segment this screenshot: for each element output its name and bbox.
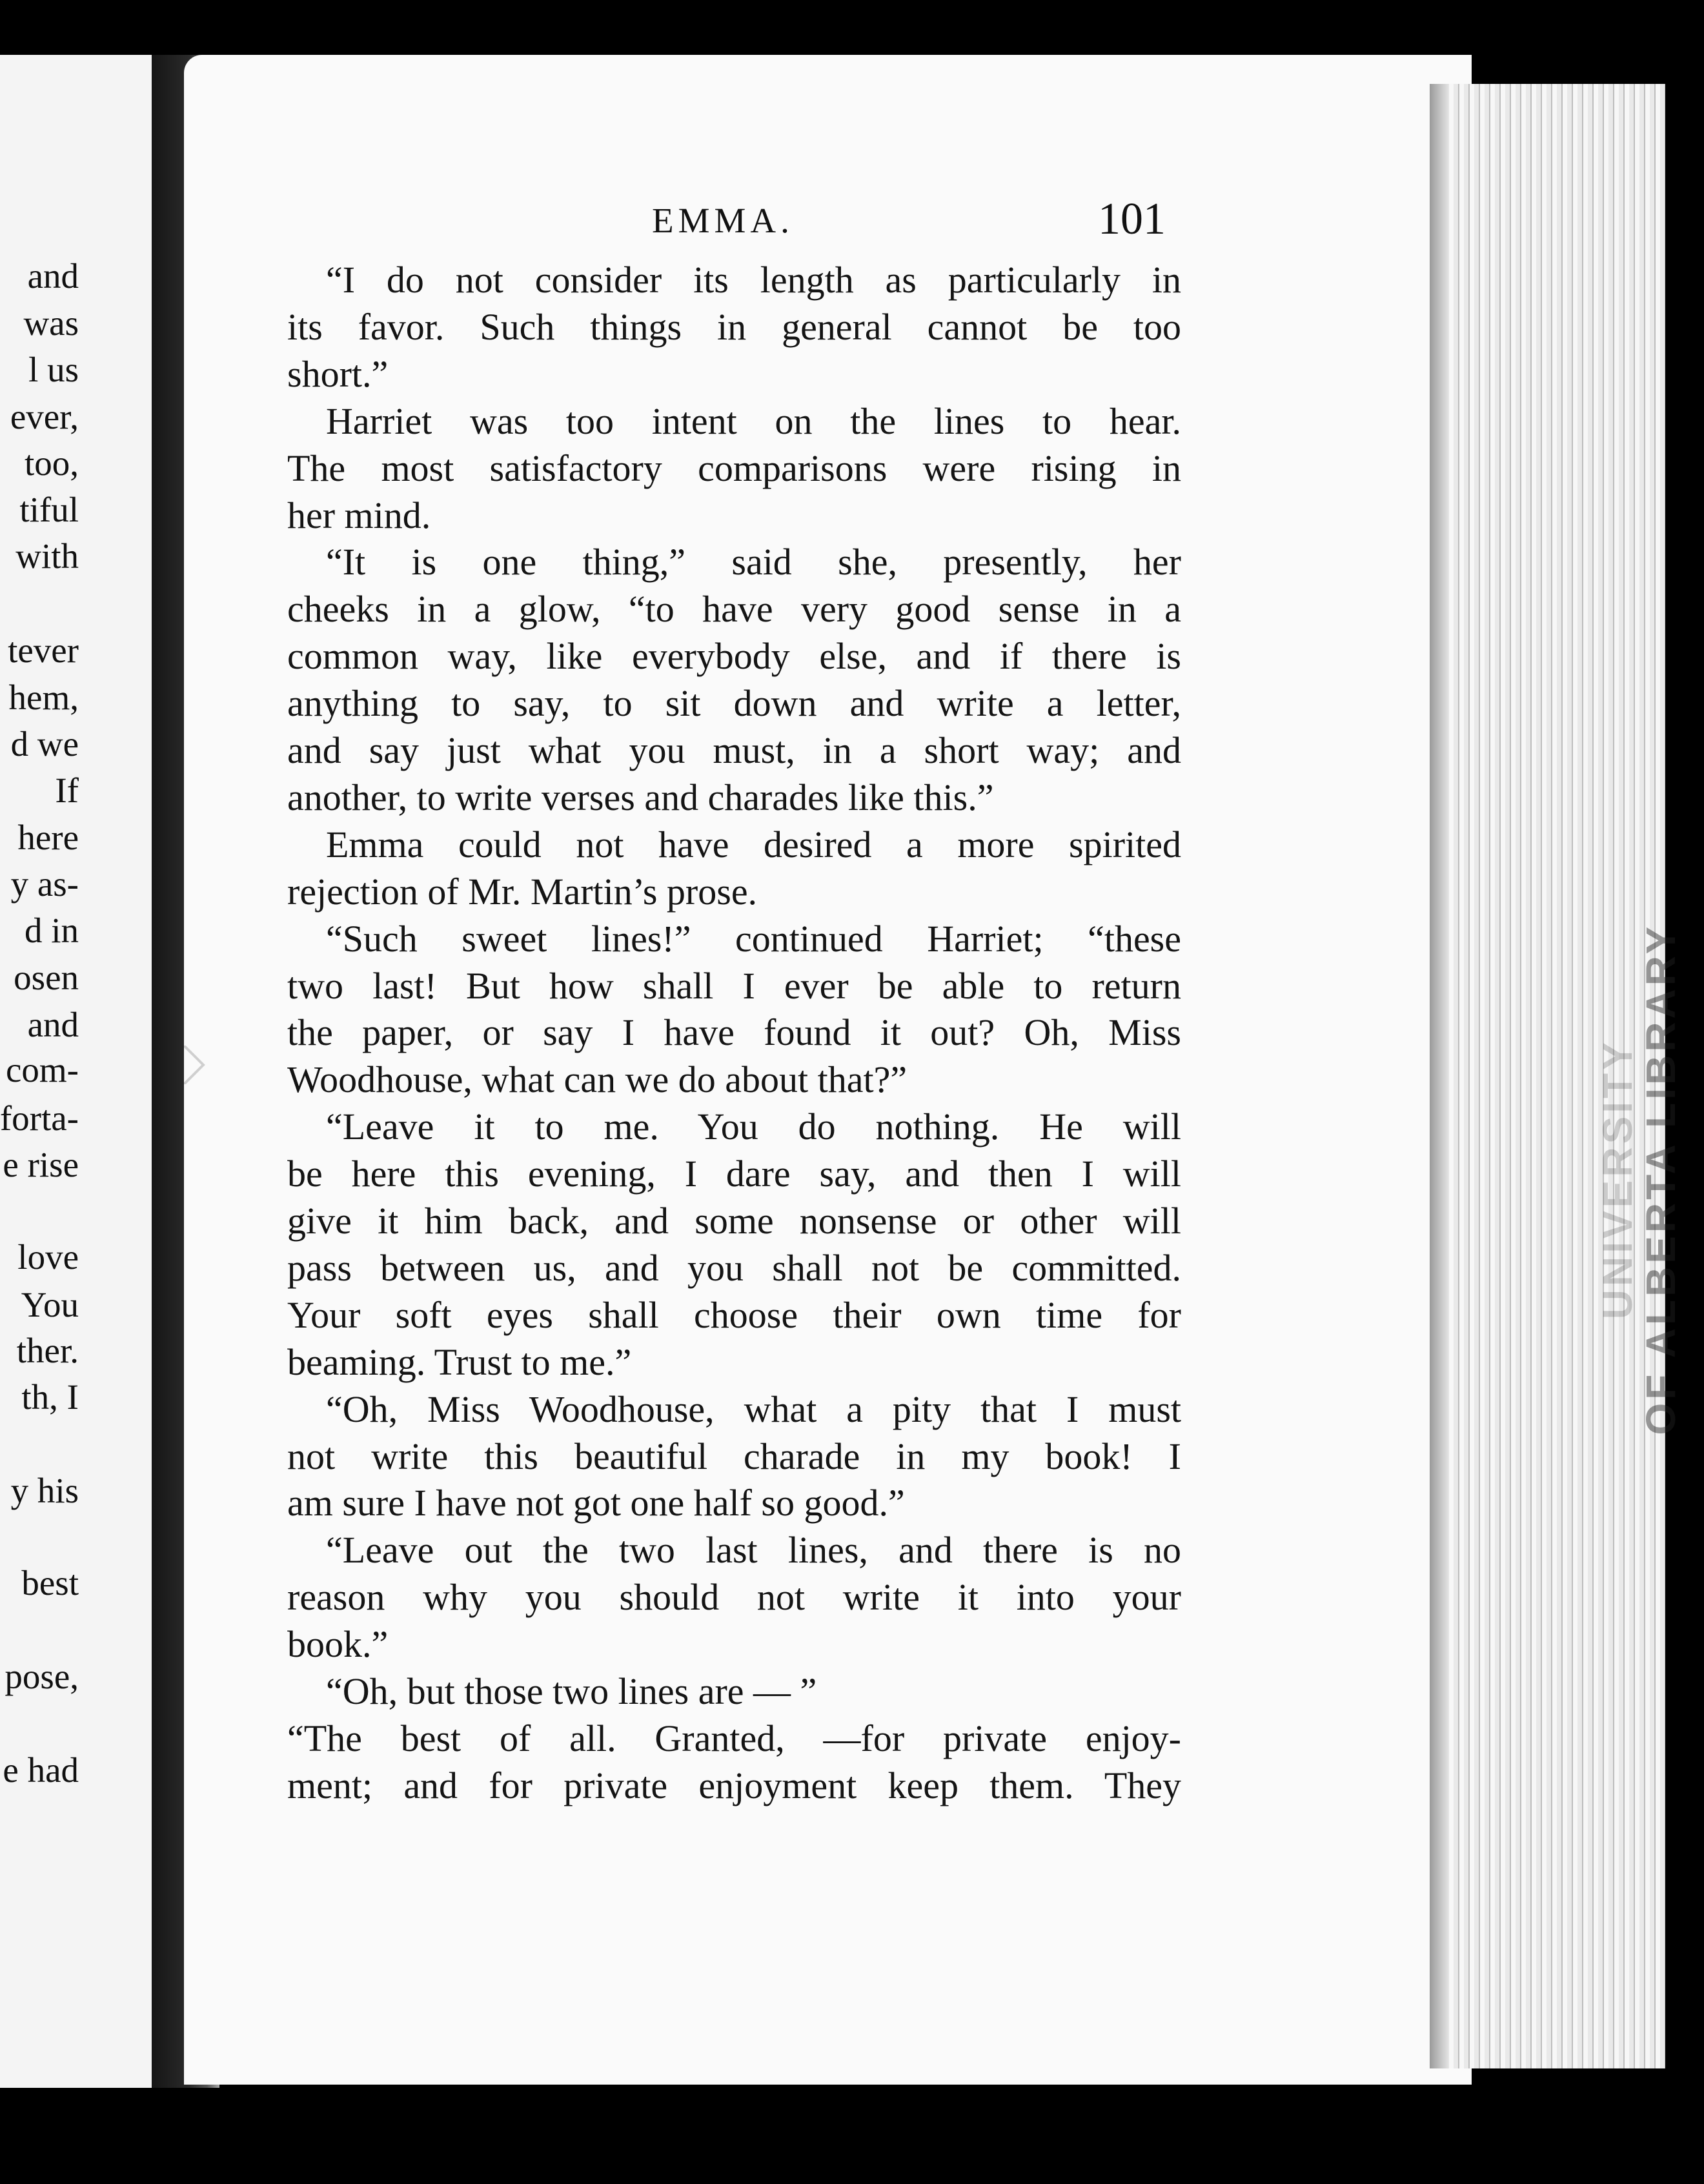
text-line: Harriet was too intent on the lines to hear.	[326, 400, 1181, 442]
page-number: 101	[1098, 194, 1166, 244]
left-page-line: ever,	[10, 397, 79, 436]
text-line: “Leave it to me. You do nothing. He will	[326, 1106, 1181, 1148]
left-page-line: y as-	[10, 864, 79, 904]
left-page-line: was	[23, 303, 79, 343]
gutter-tick-mark	[184, 1046, 206, 1084]
text-line: book.”	[287, 1623, 389, 1665]
text-line: and say just what you must, in a short way; and	[287, 729, 1181, 771]
text-line: The most satisfactory comparisons were rising in	[287, 447, 1181, 489]
text-line: rejection of Mr. Martin’s prose.	[287, 871, 758, 913]
left-page-line: e rise	[3, 1145, 79, 1184]
left-page-line: here	[17, 818, 79, 857]
text-line: her mind.	[287, 494, 431, 536]
left-page-line: If	[55, 771, 79, 810]
left-page-line: y his	[10, 1471, 79, 1510]
left-page-line: forta-	[0, 1098, 79, 1138]
text-line: “The best of all. Granted, —for private enjoy-	[287, 1717, 1181, 1759]
left-page-line: d we	[10, 724, 79, 763]
text-line: ment; and for private enjoyment keep them. They	[287, 1764, 1181, 1806]
text-line: Woodhouse, what can we do about that?”	[287, 1058, 908, 1100]
text-line: reason why you should not write it into your	[287, 1576, 1181, 1618]
text-line: “Such sweet lines!” continued Harriet; “these	[326, 918, 1181, 960]
text-line: Your soft eyes shall choose their own time for	[287, 1294, 1181, 1336]
left-page-line: d in	[24, 911, 79, 950]
text-line: the paper, or say I have found it out? Oh, Miss	[287, 1011, 1181, 1053]
text-line: “Oh, Miss Woodhouse, what a pity that I must	[326, 1388, 1181, 1430]
left-page-line: best	[21, 1563, 79, 1603]
text-line: short.”	[287, 353, 389, 395]
left-page-line: hem,	[8, 678, 79, 717]
left-page-line: tever	[8, 631, 79, 670]
text-line: “It is one thing,” said she, presently, her	[326, 541, 1181, 583]
left-page	[0, 55, 152, 2088]
text-line: “Oh, but those two lines are — ”	[326, 1670, 817, 1712]
left-page-line: osen	[14, 958, 79, 997]
left-page-line: love	[17, 1237, 79, 1277]
left-page-line: com-	[5, 1050, 79, 1089]
text-line: am sure I have not got one half so good.”	[287, 1482, 905, 1524]
left-page-line: pose,	[5, 1657, 79, 1696]
stamp-line-2: OF ALBERTA LIBRARY	[1638, 923, 1684, 1435]
left-page-line: and	[27, 256, 79, 296]
text-line: give it him back, and some nonsense or other will	[287, 1200, 1181, 1242]
text-line: Emma could not have desired a more spirited	[326, 824, 1181, 865]
left-page-line: You	[21, 1285, 79, 1324]
stamp-line-1: UNIVERSITY	[1594, 1039, 1641, 1320]
text-line: cheeks in a glow, “to have very good sense in a	[287, 588, 1181, 630]
text-line: its favor. Such things in general cannot be too	[287, 306, 1181, 348]
text-line: another, to write verses and charades like this.”	[287, 776, 994, 818]
left-page-line: th, I	[21, 1377, 79, 1417]
text-line: be here this evening, I dare say, and then I will	[287, 1153, 1181, 1195]
text-line: “I do not consider its length as particularly in	[326, 259, 1181, 301]
left-page-line: l us	[28, 350, 79, 389]
text-line: beaming. Trust to me.”	[287, 1341, 632, 1383]
text-line: two last! But how shall I ever be able to return	[287, 965, 1181, 1007]
running-title: EMMA.	[652, 201, 794, 240]
left-page-line: e had	[3, 1750, 79, 1790]
left-page-line: tiful	[19, 490, 79, 529]
text-line: common way, like everybody else, and if there is	[287, 635, 1181, 677]
text-line: not write this beautiful charade in my book! I	[287, 1435, 1181, 1477]
left-page-line: with	[15, 536, 79, 576]
page-edge-shadow	[1430, 84, 1449, 2068]
text-line: pass between us, and you shall not be committed.	[287, 1247, 1181, 1289]
left-page-line: ther.	[16, 1331, 79, 1370]
left-page-line: too,	[24, 443, 79, 483]
text-line: “Leave out the two last lines, and there is no	[326, 1529, 1181, 1571]
left-page-line: and	[27, 1005, 79, 1044]
text-line: anything to say, to sit down and write a letter,	[287, 682, 1181, 724]
